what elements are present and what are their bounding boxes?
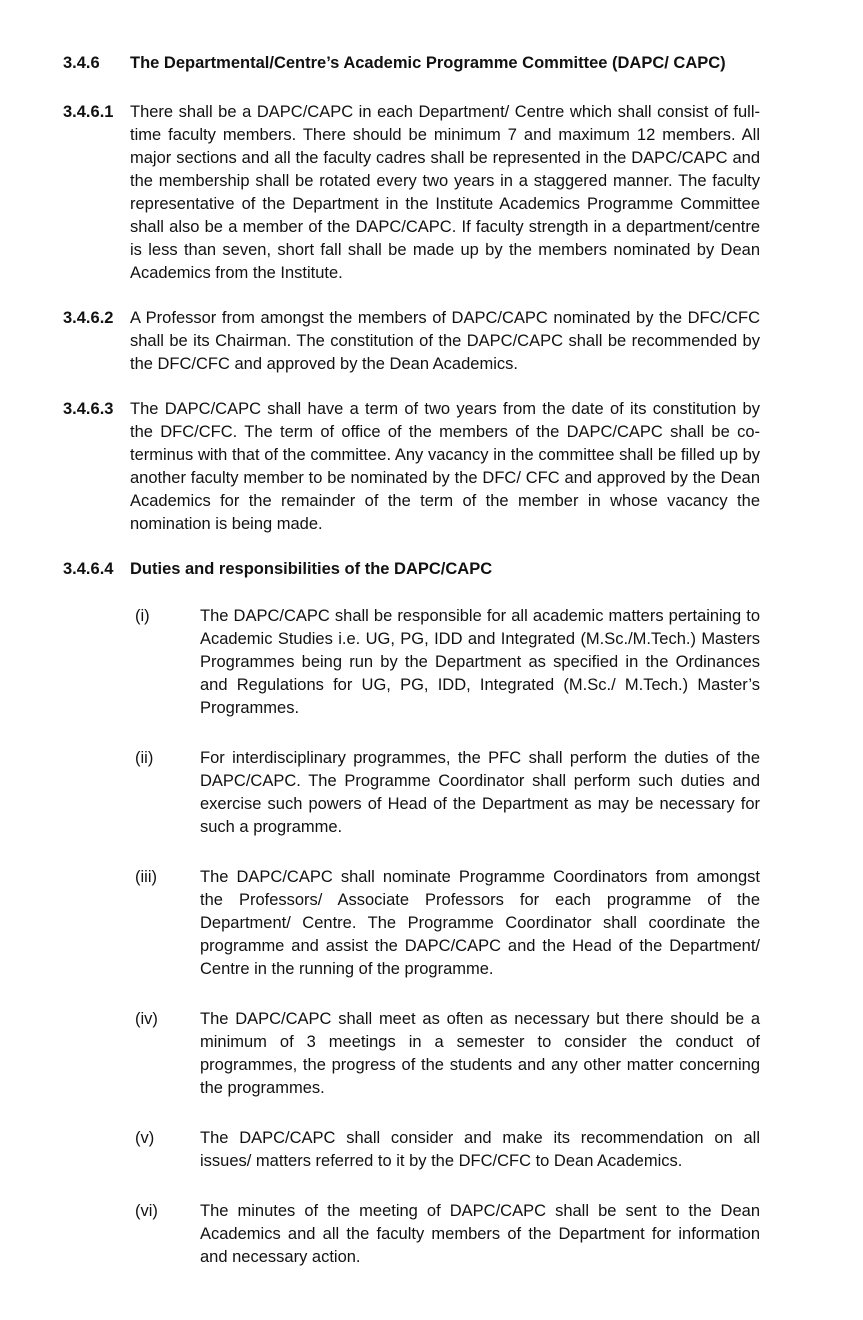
section-number: 3.4.6.4 [63,560,114,578]
list-item-v [135,1127,760,1173]
section-number: 3.4.6.3 [63,400,114,418]
paragraph: The DAPC/CAPC shall have a term of two years from the date of its constitution by the DFC/CFC. The term of office of the members of the DAPC/CAPC shall be co-terminus with that of the committee. Any vacancy in the committee shall be filled up by another faculty member to be nominated by the DFC/ CFC and approved by the Dean Academics for the remainder of the term of the member in whose vacancy the nomination is being made. [130,400,760,533]
paragraph: A Professor from amongst the members of DAPC/CAPC nominated by the DFC/CFC shall be its Chairman. The constitution of the DAPC/CAPC shall be recommended by the DFC/CFC and approved by the Dean Academics. [130,309,760,373]
list-item-iii [135,866,760,981]
list-item-text: For interdisciplinary programmes, the PFC shall perform the duties of the DAPC/CAPC. The Programme Coordinator shall perform such duties and exercise such powers of Head of the Department as may be necessary for such a programme. [200,749,760,836]
list-marker: (vi) [135,1202,158,1220]
section-3-4-6 [63,52,760,75]
list-item-vi [135,1200,760,1269]
section-3-4-6-3 [63,398,760,536]
list-marker: (iv) [135,1010,158,1028]
list-item-i [135,605,760,720]
list-item-text: The DAPC/CAPC shall meet as often as necessary but there should be a minimum of 3 meetings in a semester to consider the conduct of programmes, the progress of the students and any other matter concerning the programmes. [200,1010,760,1097]
section-heading: Duties and responsibilities of the DAPC/CAPC [130,560,493,578]
list-item-ii [135,747,760,839]
section-3-4-6-1 [63,101,760,285]
list-marker: (iii) [135,868,157,886]
paragraph: There shall be a DAPC/CAPC in each Department/ Centre which shall consist of full-time faculty members. There should be minimum 7 and maximum 12 members. All major sections and all the faculty cadres shall be represented in the DAPC/CAPC and the membership shall be rotated every two years in a staggered manner. The faculty representative of the Department in the Institute Academics Programme Committee shall also be a member of the DAPC/CAPC. If faculty strength in a department/centre is less than seven, short fall shall be made up by the members nominated by Dean Academics from the Institute. [130,103,760,282]
section-number: 3.4.6 [63,54,100,72]
list-item-text: The DAPC/CAPC shall nominate Programme Coordinators from amongst the Professors/ Associate Professors for each programme of the Department/ Centre. The Programme Coordinator shall coordinate the programme and assist the DAPC/CAPC and the Head of the Department/ Centre in the running of the programme. [200,868,760,978]
list-item-text: The DAPC/CAPC shall consider and make its recommendation on all issues/ matters referred to it by the DFC/CFC to Dean Academics. [200,1129,760,1170]
section-3-4-6-4 [63,558,760,581]
list-item-iv [135,1008,760,1100]
list-item-text: The minutes of the meeting of DAPC/CAPC shall be sent to the Dean Academics and all the faculty members of the Department for information and necessary action. [200,1202,760,1266]
list-marker: (ii) [135,749,154,767]
list-item-text: The DAPC/CAPC shall be responsible for all academic matters pertaining to Academic Studies i.e. UG, PG, IDD and Integrated (M.Sc./M.Tech.) Masters Programmes being run by the Department as specified in the Ordinances and Regulations for UG, PG, IDD, Integrated (M.Sc./ M.Tech.) Master’s Programmes. [200,607,760,717]
section-3-4-6-2 [63,307,760,376]
section-heading: The Departmental/Centre’s Academic Programme Committee (DAPC/ CAPC) [130,54,726,72]
list-marker: (v) [135,1129,155,1147]
list-marker: (i) [135,607,150,625]
section-number: 3.4.6.1 [63,103,114,121]
section-number: 3.4.6.2 [63,309,114,327]
